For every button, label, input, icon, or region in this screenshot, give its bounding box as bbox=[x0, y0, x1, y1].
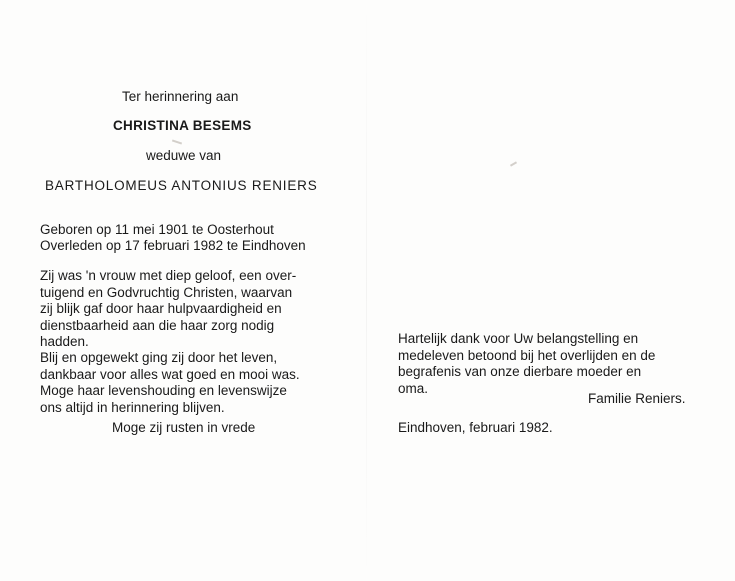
deceased-name: CHRISTINA BESEMS bbox=[113, 118, 252, 133]
paragraph-2 bbox=[40, 350, 330, 416]
paragraph-line: Zij was 'n vrouw met diep geloof, een over- bbox=[40, 268, 297, 283]
thanks-paragraph bbox=[398, 331, 693, 397]
paragraph-line: Moge haar levenshouding en levenswijze bbox=[40, 383, 287, 398]
paragraph-line: ons altijd in herinnering blijven. bbox=[40, 399, 225, 415]
paragraph-line: tuigend en Godvruchtig Christen, waarvan bbox=[40, 284, 293, 300]
print-speck bbox=[172, 140, 182, 145]
center-fold bbox=[366, 0, 367, 581]
intro-line: Ter herinnering aan bbox=[122, 89, 239, 104]
print-speck bbox=[510, 161, 517, 166]
born-line: Geboren op 11 mei 1901 te Oosterhout bbox=[40, 222, 274, 237]
paragraph-line: zij blijk gaf door haar hulpvaardigheid en bbox=[40, 301, 282, 316]
relation-line: weduwe van bbox=[146, 148, 222, 163]
paragraph-line: Blij en opgewekt ging zij door het leven, bbox=[40, 350, 278, 365]
paragraph-line: dienstbaarheid aan die haar zorg nodig bbox=[40, 317, 275, 333]
thanks-line: Hartelijk dank voor Uw belangstelling en bbox=[398, 331, 639, 346]
place-date: Eindhoven, februari 1982. bbox=[398, 420, 553, 435]
thanks-line: medeleven betoond bij het overlijden en de bbox=[398, 347, 656, 363]
thanks-line: begrafenis van onze dierbare moeder en bbox=[398, 364, 642, 379]
paragraph-line: hadden. bbox=[40, 334, 89, 349]
died-line: Overleden op 17 februari 1982 te Eindhoven bbox=[40, 238, 306, 253]
thanks-line: oma. bbox=[398, 380, 429, 396]
family-signature: Familie Reniers. bbox=[588, 391, 686, 406]
paragraph-line: dankbaar voor alles wat goed en mooi was. bbox=[40, 366, 300, 382]
paragraph-1 bbox=[40, 268, 330, 351]
spouse-name: BARTHOLOMEUS ANTONIUS RENIERS bbox=[45, 178, 318, 193]
closing-prayer: Moge zij rusten in vrede bbox=[112, 420, 256, 435]
